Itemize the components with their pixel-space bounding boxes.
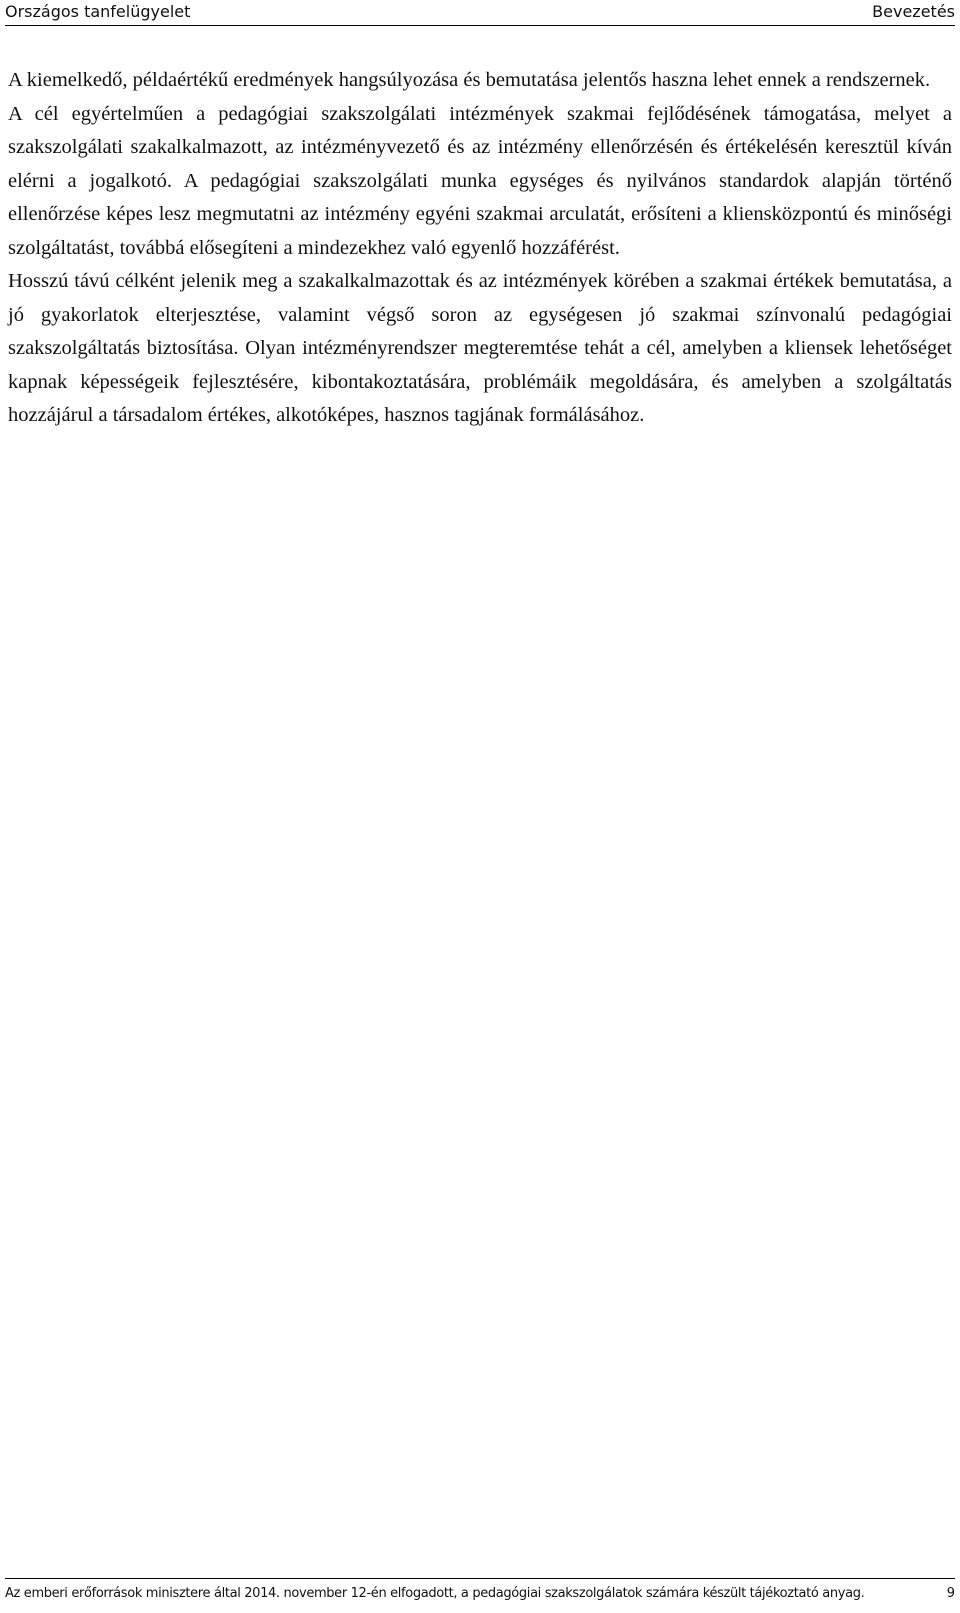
footer-note: Az emberi erőforrások minisztere által 2014. november 12-én elfogadott, a pedagógiai szakszolgálatok számára készült tájékoztató anyag.	[5, 1586, 865, 1601]
document-body	[8, 64, 952, 433]
page-header	[5, 0, 955, 26]
page-number: 9	[946, 1586, 955, 1601]
header-section: Bevezetés	[872, 2, 955, 21]
page-footer	[5, 1578, 955, 1609]
paragraph-3: Hosszú távú célként jelenik meg a szakalkalmazottak és az intézmények körében a szakmai értékek bemutatása, a jó gyakorlatok elterjesztése, valamint végső soron az egységesen jó szakmai színvonalú pedagógiai szakszolgáltatás biztosítása. Olyan intézményrendszer megteremtése tehát a cél, amelyben a kliensek lehetőséget kapnak képességeik fejlesztésére, kibontakoztatására, problémáik megoldására, és amelyben a szolgáltatás hozzájárul a társadalom értékes, alkotóképes, hasznos tagjának formálásához.	[8, 270, 952, 426]
paragraph-2: A cél egyértelműen a pedagógiai szakszolgálati intézmények szakmai fejlődésének támogatása, melyet a szakszolgálati szakalkalmazott, az intézményvezető és az intézmény ellenőrzésén és értékelésén keresztül kíván elérni a jogalkotó. A pedagógiai szakszolgálati munka egységes és nyilvános standardok alapján történő ellenőrzése képes lesz megmutatni az intézmény egyéni szakmai arculatát, erősíteni a kliensközpontú és minőségi szolgáltatást, továbbá elősegíteni a mindezekhez való egyenlő hozzáférést.	[8, 102, 952, 259]
paragraph-1: A kiemelkedő, példaértékű eredmények hangsúlyozása és bemutatása jelentős haszna lehet ennek a rendszernek.	[8, 69, 931, 91]
header-title: Országos tanfelügyelet	[5, 2, 191, 21]
